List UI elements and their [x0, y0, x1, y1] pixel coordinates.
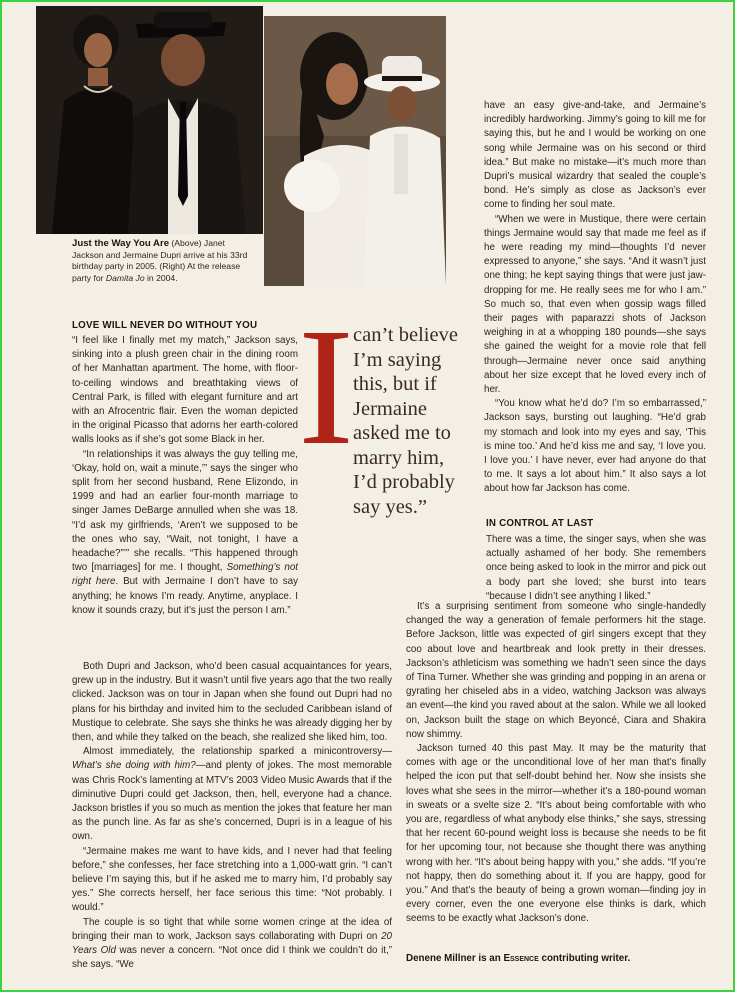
paragraph: “You know what he’d do? I’m so embarrassed,” Jackson says, bursting out laughing. “He’d grab my stomach and look into my eyes and say, ‘This is mine too.’ And he’d kiss me and say, ‘I love you. I love you.’ I have never, ever had anyone do that to me. It says a lot about him.” It also says a lot about how far Jackson has come.: [484, 398, 706, 495]
article-column-left-bottom: [72, 660, 392, 972]
article-section2-body: [406, 600, 706, 927]
article-section2-intro: [486, 533, 706, 604]
photo-caption: [72, 238, 258, 284]
pullquote-initial: [298, 294, 354, 480]
author-byline: Denene Millner is an Essence contributing writer.: [406, 953, 631, 964]
article-column-right: [484, 99, 706, 497]
paragraph: “In relationships it was always the guy telling me, ‘Okay, hold on, wait a minute,’” says the singer who split from her second husband, Rene Elizondo, in 1999 and had an earlier four-month marriage to singer James DeBarge annulled when she was 18. “I’d ask my girlfriends, ‘Aren’t we supposed to be the ones who say, “Wait, not tonight, I have a headache?”’” she recalls. “This happened through two [marriages] for me. I thought, Something’s not right here. But with Jermaine I don’t have to say anything; he knows I’m ready. Anytime, anyplace. I know it sounds crazy, but it’s just the person I am.”: [72, 448, 299, 616]
paragraph: “I feel like I finally met my match,” Jackson says, sinking into a plush green chair in the dining room of her Manhattan apartment. The home, with floor-to-ceiling windows and breathtaking views of Central Park, is filled with elegant furniture and art with an Afrocentric flair. Even the woman depicted in the original Picasso that adorns her earth-colored walls looks as if she’s got some Black in her.: [72, 335, 298, 446]
svg-text:I: I: [298, 294, 354, 480]
article-column-left-top: [72, 334, 298, 618]
section-heading-control: IN CONTROL AT LAST: [486, 518, 594, 529]
section-heading-love: LOVE WILL NEVER DO WITHOUT YOU: [72, 320, 258, 331]
caption-album: Damita Jo: [105, 272, 145, 283]
paragraph: The couple is so tight that while some women cringe at the idea of bringing their man to work, Jackson says collaborating with Dupri on 20 Years Old was never a concern. “Not once did I think we couldn’t do it,” she says. “We: [72, 916, 392, 971]
photo-release-party: [264, 16, 446, 286]
paragraph: have an easy give-and-take, and Jermaine’s incredibly hardworking. Jimmy’s going to kill me for saying this, but he and I would be working on one song while Jermaine was on his second or third idea.” But make no mistake—it’s much more than Dupri’s musical wizardry that sealed the couple’s bond. He’s simply as close as Jackson’s ever come to finding her soul mate.: [484, 100, 706, 211]
caption-text-2: in 2004.: [144, 272, 178, 283]
paragraph: Jackson turned 40 this past May. It may be the maturity that comes with age or the unconditional love of her man that’s finally helped the icon put that self-doubt behind her. Now she insists she loves what she sees in the mirror—whether it’s a 180-pound woman in sweats or a svelte size 2. “It’s about being comfortable with who you are, regardless of what anybody else thinks,” she says, stressing that her recent 60-pound weight loss is because she needs to be fit for her upcoming tour, not because she thought there was anything wrong with her. “It’s about being happy with you,” she adds. “If you’re not happy, then do something about it. If you are happy, good for you.” And that’s the beauty of being a grown woman—finding joy in every corner, even the one everyone else thinks is dark, which seems to be exactly what Jackson’s done.: [406, 743, 706, 925]
paragraph: It’s a surprising sentiment from someone who single-handedly changed the way a generation of female performers hit the stage. Before Jackson, little was expected of girl singers except that they coo about love and heartbreak and look pretty in their dresses. Jackson’s athleticism was something we hadn’t seen since the days of Tina Turner. Whether she was grinding and popping in an arena or gyrating her chiseled abs in a video, watching Jackson was always an event—the kind you raved about at the salon. While we all looked on, Jackson built the stage on which Beyoncé, Ciara and Shakira now shimmy.: [406, 601, 706, 740]
pullquote-text: can’t believe I’m saying this, but if Jermaine asked me to marry him, I’d probably say yes.”: [353, 324, 458, 518]
paragraph: “When we were in Mustique, there were certain things Jermaine would say that made me feel as if he were reading my mind—thoughts I’d never expressed to anyone,” she says. “And it wasn’t just one thing; he kept saying things that were just jaw-dropping for me. He really sees me for who I am.” So much so, that even when gossip wags filled their pages with paparazzi shots of Jackson weighing in at a whopping 180 pounds—she says she gained the weight for a movie role that fell through—Jermaine never once said anything about her size except that he loved every inch of her.: [484, 213, 706, 396]
photo-birthday-party: [36, 6, 263, 234]
caption-text-1: (Above) Janet Jackson and Jermaine Dupri arrive at his 33rd birthday party in 2005. (Right) At the release party for: [72, 238, 248, 283]
paragraph: There was a time, the singer says, when she was actually ashamed of her body. She remembers once being asked to look in the mirror and pick out a body part she loved; she burst into tears “because I didn’t see anything I liked.”: [486, 534, 706, 602]
paragraph: Both Dupri and Jackson, who’d been casual acquaintances for years, grew up in the industry. But it wasn’t until five years ago that the two really clicked. Jackson was on tour in Japan when she found out Dupri had no plans for his birthday and invited him to the secluded Caribbean island of Mustique to celebrate. She says she thinks he was already digging her by then, and while they talked on the beach, she realized she liked him, too.: [72, 661, 393, 744]
paragraph: “Jermaine makes me want to have kids, and I never had that feeling before,” she confesses, her face stretching into a 1,000-watt grin. “I can’t believe I’m saying this, but if he asked me to marry him, I’d probably say yes.” She corrects herself, her face serious this time: “Not probably. I would.”: [72, 845, 392, 914]
paragraph: Almost immediately, the relationship sparked a minicontroversy—What’s she doing with him?—and plenty of jokes. The most memorable was Chris Rock’s lamenting at MTV’s 2003 Video Music Awards that if the diminutive Dupri could get Jackson, then, hell, everyone had a chance. Jackson bristles if you so much as mention the jokes that feature her man as the punch line. As far as she’s concerned, Dupri is in a league of his own.: [72, 746, 392, 843]
caption-title: Just the Way You Are: [72, 238, 170, 249]
